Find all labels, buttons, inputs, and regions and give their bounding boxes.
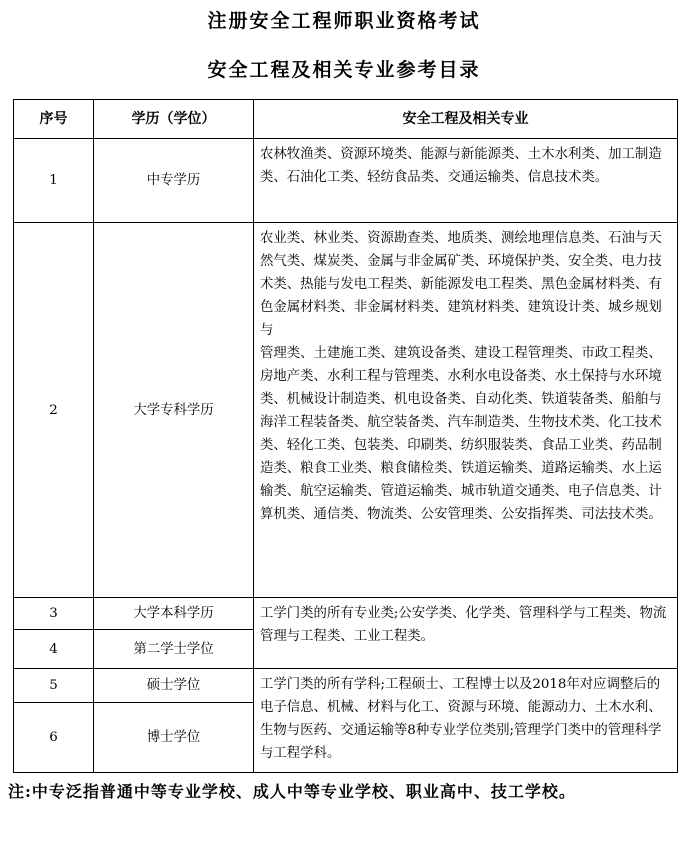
row-no: 3 <box>14 598 94 630</box>
row-degree: 第二学士学位 <box>94 630 254 669</box>
row-degree: 中专学历 <box>94 139 254 223</box>
table-row <box>14 223 678 598</box>
row-degree: 大学专科学历 <box>94 223 254 598</box>
row-majors: 工学门类的所有专业类;公安学类、化学类、管理科学与工程类、物流管理与工程类、工业工程类。 <box>254 598 678 669</box>
row-majors: 农业类、林业类、资源勘查类、地质类、测绘地理信息类、石油与天然气类、煤炭类、金属与非金属矿类、环境保护类、安全类、电力技术类、热能与发电工程类、新能源发电工程类、黑色金属材料类、有色金属材料类、非金属材料类、建筑材料类、建筑设计类、城乡规划与 管理类、土建施工类、建筑设备类、建设工程管理类、市政工程类、房地产类、水利工程与管理类、水利水电设备类、水土保持与水环境类、机械设计制造类、机电设备类、自动化类、铁道装备类、船舶与海洋工程装备类、航空装备类、汽车制造类、生物技术类、化工技术类、轻化工类、包装类、印刷类、纺织服装类、食品工业类、药品制造类、粮食工业类、粮食储检类、铁道运输类、道路运输类、水上运输类、航空运输类、管道运输类、城市轨道交通类、电子信息类、计算机类、通信类、物流类、公安管理类、公安指挥类、司法技术类。 <box>254 223 678 598</box>
row-degree: 硕士学位 <box>94 669 254 703</box>
table-row <box>14 669 678 703</box>
row-no: 1 <box>14 139 94 223</box>
row-degree: 博士学位 <box>94 703 254 773</box>
header-no: 序号 <box>14 100 94 139</box>
row-no: 5 <box>14 669 94 703</box>
table-row <box>14 139 678 223</box>
row-degree: 大学本科学历 <box>94 598 254 630</box>
document-subtitle: 安全工程及相关专业参考目录 <box>207 59 481 81</box>
header-majors: 安全工程及相关专业 <box>254 100 678 139</box>
row-majors: 工学门类的所有学科;工程硕士、工程博士以及2018年对应调整后的电子信息、机械、材料与化工、资源与环境、能源动力、土木水利、生物与医药、交通运输等8种专业学位类别;管理学门类中的管理科学与工程学科。 <box>254 669 678 773</box>
row-no: 2 <box>14 223 94 598</box>
row-no: 6 <box>14 703 94 773</box>
document-title: 注册安全工程师职业资格考试 <box>207 10 481 32</box>
row-no: 4 <box>14 630 94 669</box>
footnote: 注:中专泛指普通中等专业学校、成人中等专业学校、职业高中、技工学校。 <box>8 782 576 801</box>
table-header-row <box>14 100 678 139</box>
row-majors: 农林牧渔类、资源环境类、能源与新能源类、土木水利类、加工制造类、石油化工类、轻纺食品类、交通运输类、信息技术类。 <box>254 139 678 223</box>
table-row <box>14 598 678 630</box>
header-degree: 学历（学位） <box>94 100 254 139</box>
majors-table <box>13 99 678 773</box>
